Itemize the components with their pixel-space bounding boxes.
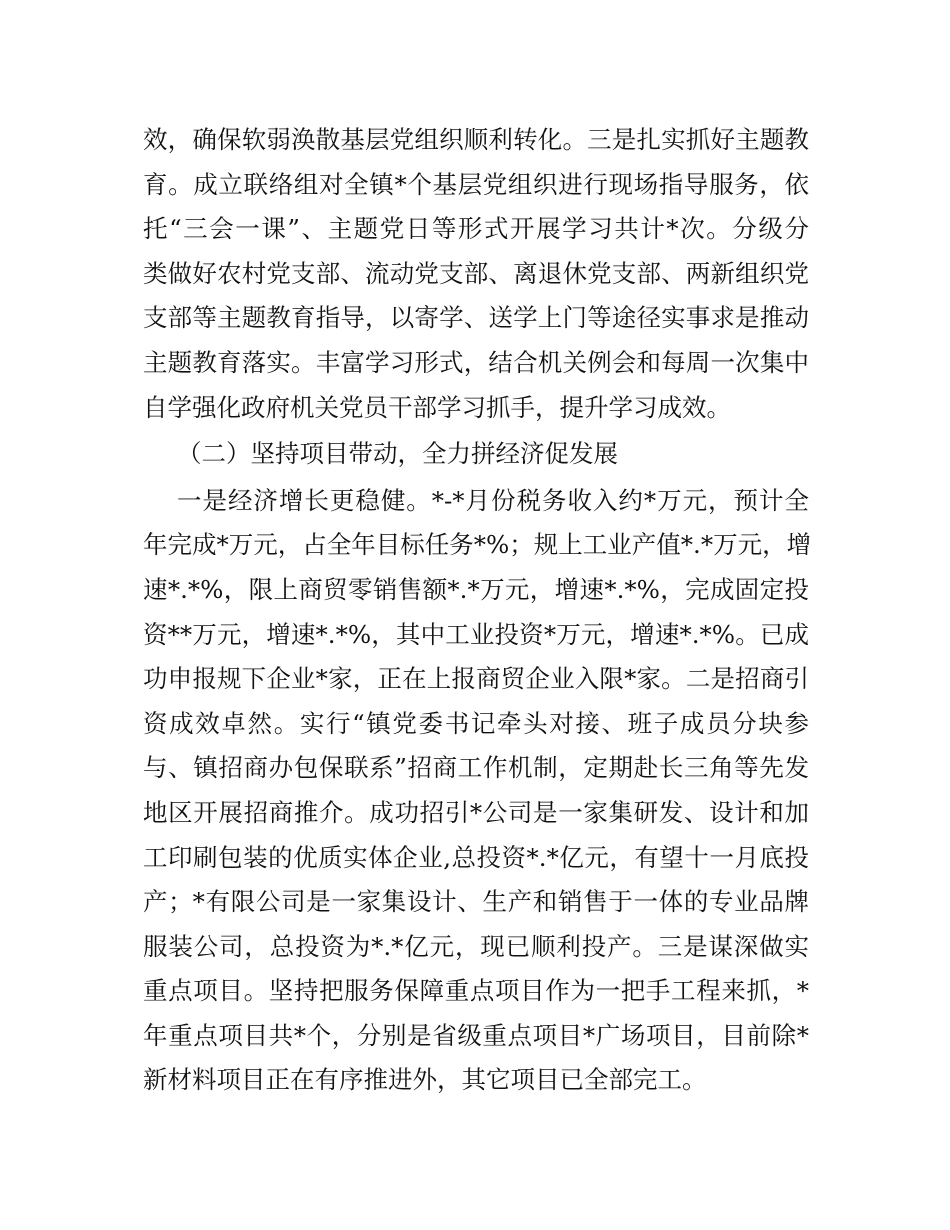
section-heading: （二）坚持项目带动，全力拼经济促发展 <box>177 439 618 469</box>
text-line: 育。成立联络组对全镇*个基层党组织进行现场指导服务，依 <box>143 169 809 199</box>
text-line: 重点项目。坚持把服务保障重点项目作为一把手工程来抓，* <box>143 976 809 1006</box>
text-line: 一是经济增长更稳健。*-*月份税务收入约*万元，预计全 <box>177 485 809 515</box>
text-line: 托“三会一课”、主题党日等形式开展学习共计*次。分级分 <box>143 214 809 244</box>
text-line: 地区开展招商推介。成功招引*公司是一家集研发、设计和加 <box>143 797 809 827</box>
text-line: 新材料项目正在有序推进外，其它项目已全部完工。 <box>143 1065 707 1095</box>
text-line: 与、镇招商办包保联系”招商工作机制，定期赴长三角等先发 <box>143 753 809 783</box>
text-line: 主题教育落实。丰富学习形式，结合机关例会和每周一次集中 <box>143 347 809 377</box>
text-line: 工印刷包装的优质实体企业,总投资*.*亿元，有望十一月底投 <box>143 842 809 872</box>
document-body <box>143 118 812 1103</box>
paragraph-economy <box>143 479 812 1103</box>
text-line: 支部等主题教育指导，以寄学、送学上门等途径实事求是推动 <box>143 303 809 333</box>
text-line: 年完成*万元，占全年目标任务*%；规上工业产值*.*万元，增 <box>143 530 812 560</box>
text-line: 功申报规下企业*家，正在上报商贸企业入限*家。二是招商引 <box>143 664 809 694</box>
text-line: 服装公司，总投资为*.*亿元，现已顺利投产。三是谋深做实 <box>143 931 809 961</box>
text-line: 资**万元，增速*.*%，其中工业投资*万元，增速*.*%。已成 <box>143 619 809 649</box>
text-line: 效，确保软弱涣散基层党组织顺利转化。三是扎实抓好主题教 <box>143 125 809 154</box>
text-line: 自学强化政府机关党员干部学习抓手，提升学习成效。 <box>143 392 731 422</box>
paragraph-party-building <box>143 118 809 430</box>
text-line: 年重点项目共*个，分别是省级重点项目*广场项目，目前除* <box>143 1020 809 1050</box>
text-line: 类做好农村党支部、流动党支部、离退休党支部、两新组织党 <box>143 258 809 288</box>
text-line: 资成效卓然。实行“镇党委书记牵头对接、班子成员分块参 <box>143 708 809 738</box>
text-line: 产；*有限公司是一家集设计、生产和销售于一体的专业品牌 <box>143 887 809 917</box>
text-line: 速*.*%，限上商贸零销售额*.*万元，增速*.*%，完成固定投 <box>143 574 809 604</box>
